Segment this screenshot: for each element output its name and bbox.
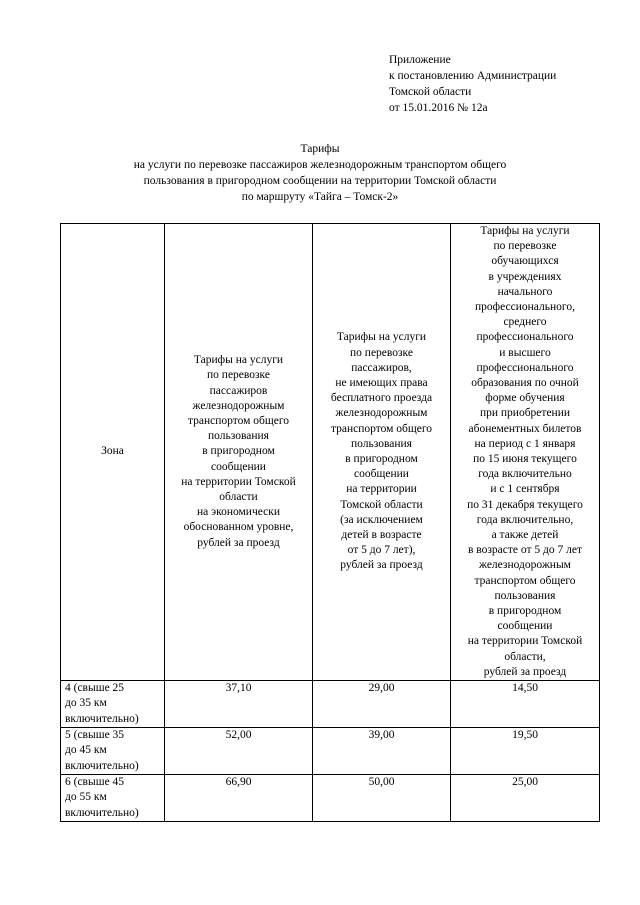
- header-line: на территории Томской: [181, 475, 296, 488]
- header-line: профессионального,: [475, 301, 575, 314]
- header-line: обоснованном уровне,: [183, 521, 294, 534]
- header-line: среднего: [503, 316, 547, 329]
- zone-line: 4 (свыше 25: [65, 682, 125, 695]
- header-line: на территории Томской: [467, 635, 583, 648]
- tariff-student: 14,50: [451, 681, 600, 728]
- appendix-date: от 15.01.2016 № 12а: [389, 102, 488, 114]
- header-line: железнодорожным: [479, 559, 571, 572]
- tariff-student: 19,50: [451, 728, 600, 775]
- header-line: форме обучения: [485, 392, 565, 405]
- header-line: начального: [497, 285, 553, 298]
- header-line: в пригородном: [202, 445, 275, 458]
- header-line: области,: [504, 650, 546, 663]
- header-line: в учреждениях: [488, 270, 562, 283]
- header-line: транспортом общего: [330, 422, 433, 435]
- header-line: Тарифы на услуги: [480, 225, 570, 237]
- tariff-passenger: 29,00: [313, 681, 451, 728]
- header-line: (за исключением: [340, 513, 423, 526]
- table-row: [61, 728, 600, 775]
- header-line: рублей за проезд: [483, 665, 567, 678]
- zone-line: до 45 км: [65, 744, 107, 757]
- zone-line: до 35 км: [65, 697, 107, 710]
- header-line: пользования: [208, 430, 269, 443]
- header-line: профессионального: [476, 361, 574, 374]
- header-line: образования по очной: [471, 377, 579, 390]
- tariff-passenger: 39,00: [313, 728, 451, 775]
- header-line: в пригородном: [345, 453, 418, 466]
- title-line: пользования в пригородном сообщении на территории Томской области: [143, 175, 497, 187]
- title-line: Тарифы: [300, 143, 340, 155]
- header-line: профессионального: [476, 331, 574, 344]
- zone-line: включительно): [65, 806, 139, 819]
- header-line: не имеющих права: [335, 377, 428, 390]
- header-line: Тарифы на услуги: [193, 354, 284, 367]
- header-line: Тарифы на услуги: [336, 331, 427, 344]
- header-economic-tariff: [165, 224, 313, 681]
- header-line: пользования: [351, 437, 412, 450]
- header-line: года включительно: [478, 468, 572, 481]
- header-line: бесплатного проезда: [330, 392, 433, 405]
- header-line: детей в возрасте: [341, 529, 422, 542]
- table-header-row: [61, 224, 600, 681]
- header-line: в пригородном: [488, 605, 562, 618]
- header-line: рублей за проезд: [340, 559, 423, 572]
- header-line: на территории: [346, 483, 417, 496]
- header-line: рублей за проезд: [197, 536, 280, 549]
- header-line: на период с 1 января: [474, 437, 576, 450]
- zone-line: до 55 км: [65, 791, 107, 804]
- header-line: сообщении: [354, 468, 409, 481]
- zone-line: 6 (свыше 45: [65, 776, 125, 789]
- appendix-block: [389, 52, 556, 116]
- zone-cell: [61, 728, 165, 775]
- header-line: пользования: [494, 589, 556, 602]
- header-line: по перевозке: [493, 240, 557, 253]
- header-line: транспортом общего: [474, 574, 576, 587]
- header-line: года включительно,: [476, 513, 574, 526]
- header-zone-label: Зона: [101, 445, 124, 458]
- header-line: железнодорожным: [335, 407, 428, 420]
- header-line: от 5 до 7 лет),: [347, 544, 416, 557]
- zone-line: 5 (свыше 35: [65, 729, 125, 742]
- title-line: на услуги по перевозке пассажиров железнодорожным транспортом общего: [133, 159, 507, 171]
- header-line: а также детей: [491, 529, 559, 542]
- header-line: обучающихся: [491, 255, 559, 268]
- table-row: [61, 775, 600, 822]
- header-line: по перевозке: [350, 346, 413, 359]
- header-line: транспортом общего: [187, 415, 290, 428]
- header-line: по 15 июня текущего: [473, 453, 577, 466]
- zone-line: включительно): [65, 759, 139, 772]
- tariffs-table: [60, 223, 600, 822]
- header-zone: [61, 224, 165, 681]
- header-line: сообщении: [497, 620, 553, 633]
- header-line: железнодорожным: [192, 399, 285, 412]
- header-line: в возрасте от 5 до 7 лет: [467, 544, 582, 557]
- tariff-economic: 66,90: [165, 775, 313, 822]
- header-student-tariff: [451, 224, 600, 681]
- tariff-economic: 52,00: [165, 728, 313, 775]
- header-line: на экономически: [197, 506, 280, 519]
- header-line: при приобретении: [479, 407, 571, 420]
- header-line: сообщении: [211, 460, 266, 473]
- header-line: по перевозке: [207, 369, 270, 382]
- zone-cell: [61, 775, 165, 822]
- document-title: [60, 141, 580, 205]
- appendix-line: к постановлению Администрации: [389, 70, 557, 82]
- header-line: абонементных билетов: [468, 422, 582, 435]
- zone-cell: [61, 681, 165, 728]
- appendix-line: Приложение: [389, 54, 451, 66]
- header-line: области: [219, 491, 258, 504]
- header-line: пассажиров,: [351, 361, 412, 374]
- tariff-student: 25,00: [451, 775, 600, 822]
- header-line: и высшего: [499, 346, 551, 359]
- zone-line: включительно): [65, 712, 139, 725]
- tariff-passenger: 50,00: [313, 775, 451, 822]
- header-line: пассажиров: [209, 384, 268, 397]
- header-line: по 31 декабря текущего: [467, 498, 583, 511]
- table-row: [61, 681, 600, 728]
- header-passenger-tariff: [313, 224, 451, 681]
- header-line: Томской области: [340, 498, 423, 511]
- appendix-line: Томской области: [389, 86, 472, 98]
- tariff-economic: 37,10: [165, 681, 313, 728]
- header-line: и с 1 сентября: [490, 483, 560, 496]
- title-route: по маршруту «Тайга – Томск-2»: [241, 191, 399, 203]
